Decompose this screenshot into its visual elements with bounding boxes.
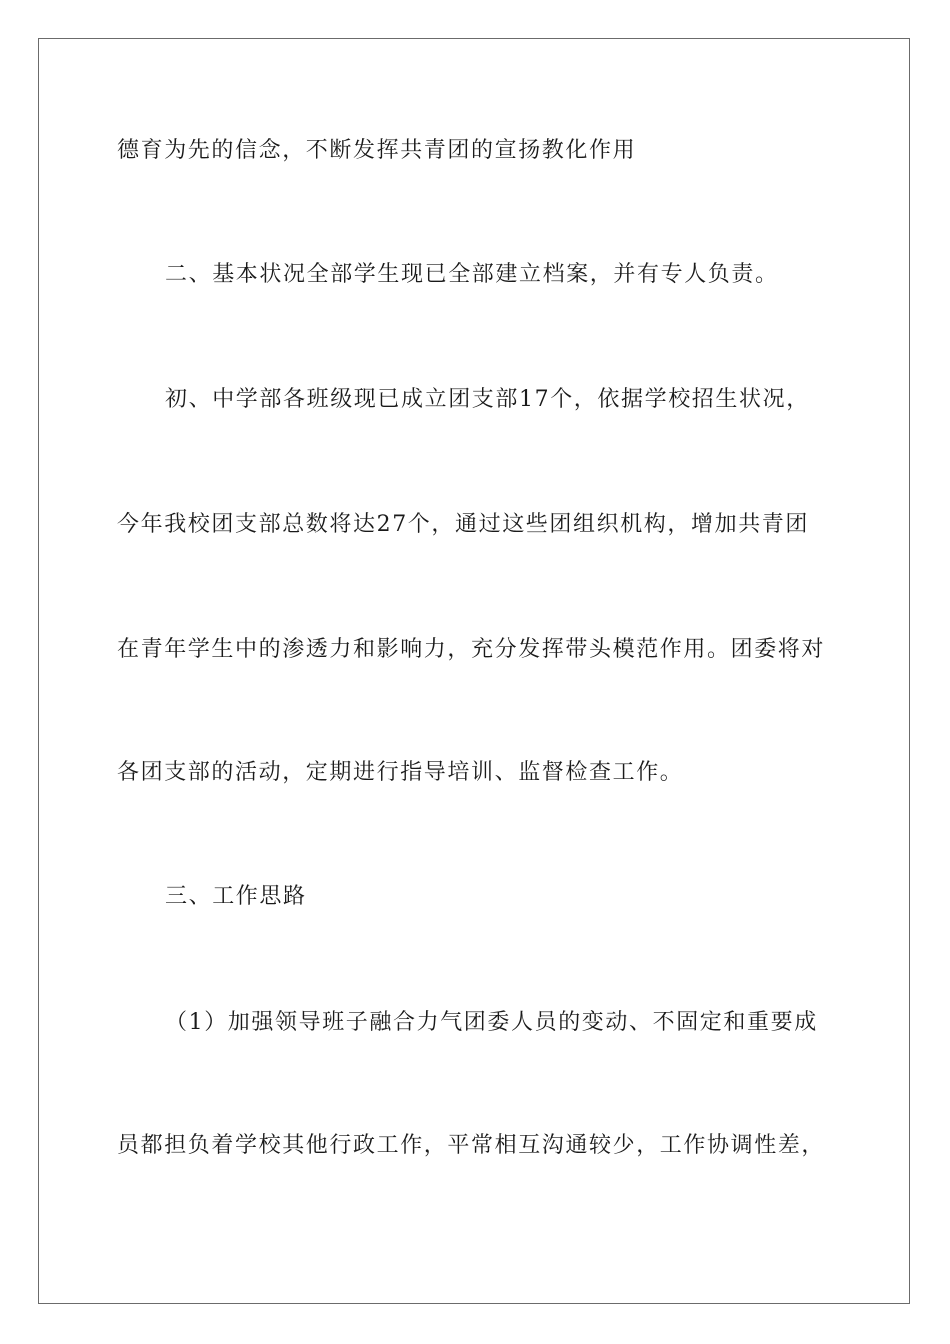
- text-line-3: 初、中学部各班级现已成立团支部17个，依据学校招生状况，: [165, 387, 810, 412]
- page-border: [38, 38, 910, 1304]
- section-three-heading: 三、工作思路: [165, 884, 307, 909]
- text-line-4: 今年我校团支部总数将达27个，通过这些团组织机构，增加共青团: [117, 512, 809, 537]
- text-line-8: （1）加强领导班子融合力气团委人员的变动、不固定和重要成: [165, 1010, 818, 1035]
- text-line-5: 在青年学生中的渗透力和影响力，充分发挥带头模范作用。团委将对: [117, 637, 826, 662]
- text-line-6: 各团支部的活动，定期进行指导培训、监督检查工作。: [117, 760, 684, 785]
- text-line-1: 德育为先的信念，不断发挥共青团的宣扬教化作用: [117, 138, 637, 163]
- section-two-heading: 二、基本状况全部学生现已全部建立档案，并有专人负责。: [165, 262, 779, 287]
- text-line-9: 员都担负着学校其他行政工作，平常相互沟通较少，工作协调性差，: [117, 1133, 826, 1158]
